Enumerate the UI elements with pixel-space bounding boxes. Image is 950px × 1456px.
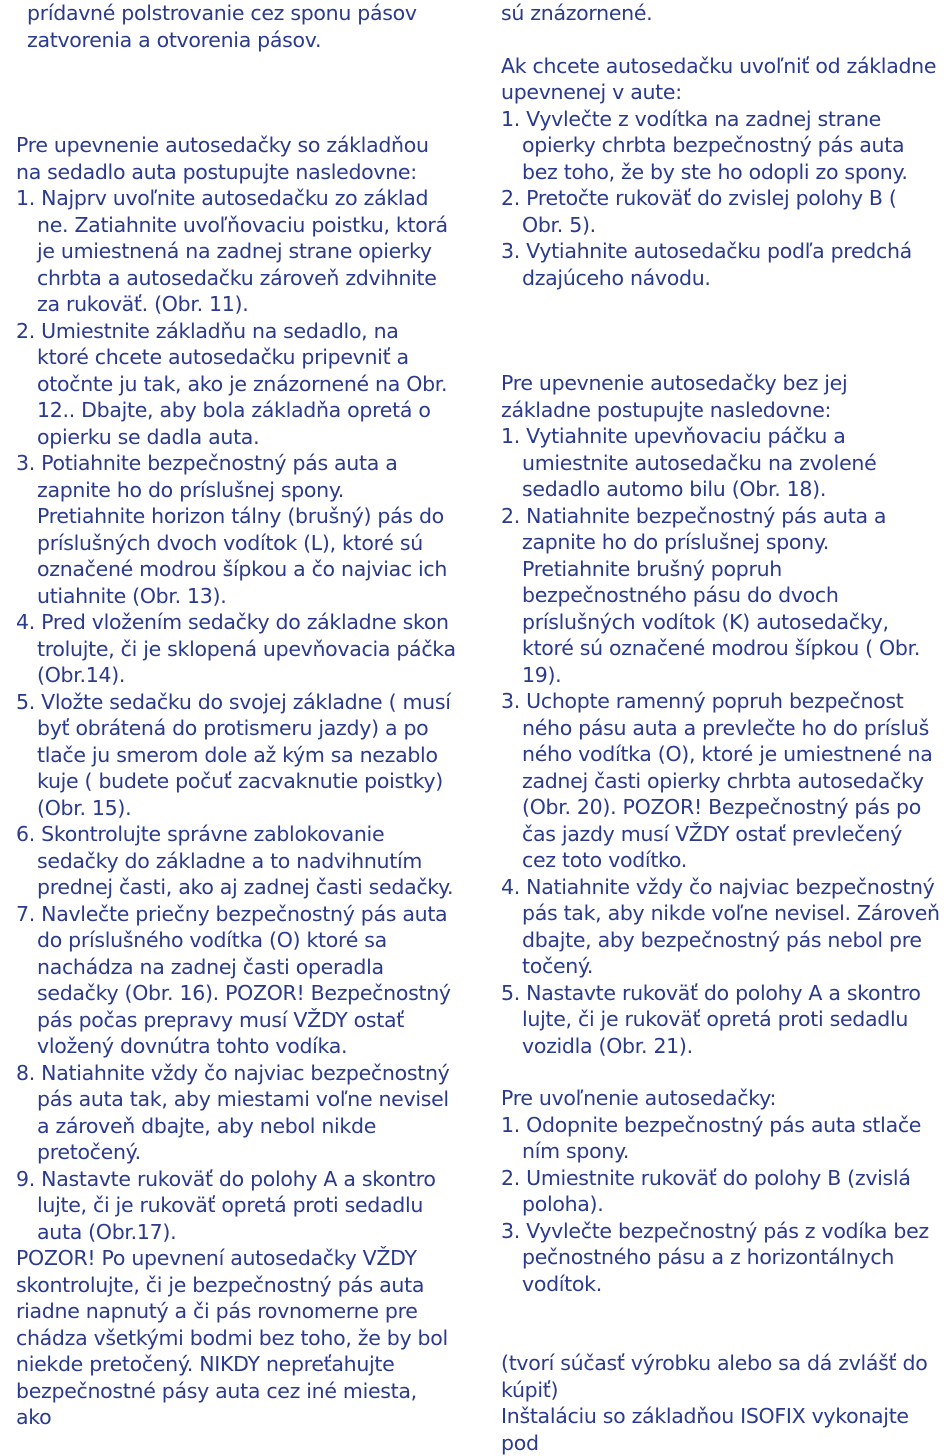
list-item: 1. Vyvlečte z vodítka na zadnej strane opierky chrbta bezpečnostný pás auta bez toho, že by ste ho odopli zo spony. (501, 106, 908, 184)
section-intro: Pre upevnenie autosedačky bez jej základne postupujte nasledovne: (501, 371, 848, 422)
list-item: 3. Vytiahnite autosedačku podľa predchá dzajúceho návodu. (501, 239, 912, 290)
section-intro: Pre upevnenie autosedačky so základňou na sedadlo auta postupujte nasledovne: (16, 133, 429, 184)
list-item: 9. Nastavte rukoväť do polohy A a skontro lujte, či je rukoväť opretá proti sedadlu auta (Obr.17). (16, 1166, 436, 1244)
list-item: 5. Nastavte rukoväť do polohy A a skontro lujte, či je rukoväť opretá proti sedadlu vozidla (Obr. 21). (501, 980, 921, 1058)
list-item: 4. Natiahnite vždy čo najviac bezpečnostný pás tak, aby nikde voľne nevisel. Zároveň dbajte, aby bezpečnostný pás nebol pre točený. (501, 874, 940, 978)
release2-steps-list (501, 1112, 941, 1298)
list-item: 2. Pretočte rukoväť do zvislej polohy B ( Obr. 5). (501, 186, 897, 237)
list-item: 2. Natiahnite bezpečnostný pás auta a zapnite ho do príslušnej spony. Pretiahnite brušný popruh bezpečnostného pásu do dvoch príslušných vodítok (K) autosedačky, ktoré sú označené modrou šípkou ( Obr. 19). (501, 503, 921, 687)
list-item: 2. Umiestnite rukoväť do polohy B (zvislá poloha). (501, 1165, 911, 1216)
list-item: 3. Vyvlečte bezpečnostný pás z vodíka bez pečnostného pásu a z horizontálnych vodítok. (501, 1218, 929, 1296)
list-item: 1. Odopnite bezpečnostný pás auta stlače ním spony. (501, 1112, 922, 1163)
list-item: 4. Pred vložením sedačky do základne skon trolujte, či je sklopená upevňovacia páčka (Obr.14). (16, 610, 456, 687)
list-item: 8. Natiahnite vždy čo najviac bezpečnostný pás auta tak, aby miestami voľne nevisel a zároveň dbajte, aby nebol nikde pretočený. (16, 1060, 450, 1164)
isofix-note: (tvorí súčasť výrobku alebo sa dá zvlášť do kúpiť) (501, 1351, 928, 1402)
list-item: 5. Vložte sedačku do svojej základne ( musí byť obrátená do protismeru jazdy) a po tlače ju smerom dole až kým sa nezablo kuje ( budete počuť zacvaknutie poistky) (Obr. 15). (16, 689, 451, 820)
continuation-text: sú znázornené. (501, 1, 653, 25)
left-column (16, 0, 456, 1431)
warning-paragraph: POZOR! Po upevnení autosedačky VŽDY skontrolujte, či je bezpečnostný pás auta riadne napnutý a či pás rovnomerne pre chádza všetkými bodmi bez toho, že by bol niekde pretočený. NIKDY nepreťahujte bezpečnostné pásy auta cez iné miesta, ako (16, 1246, 448, 1429)
release-steps-list (501, 106, 941, 292)
list-item: 1. Najprv uvoľnite autosedačku zo základ ne. Zatiahnite uvoľňovaciu poistku, ktorá je umiestnená na zadnej strane opierky chrbta a autosedačku zároveň zdvihnite za rukoväť. (Obr. 11). (16, 186, 448, 316)
list-item: 3. Uchopte ramenný popruh bezpečnost ného pásu auta a prevlečte ho do prísluš ného vodítka (O), ktoré je umiestnené na zadnej časti opierky chrbta autosedačky (Obr. 20). POZOR! Bezpečnostný pás po čas jazdy musí VŽDY ostať prevlečený cez toto vodítko. (501, 689, 933, 872)
section-intro: Ak chcete autosedačku uvoľniť od základne upevnenej v aute: (501, 53, 937, 104)
right-column (501, 0, 941, 1456)
list-item: 3. Potiahnite bezpečnostný pás auta a zapnite ho do príslušnej spony. Pretiahnite horizon tálny (brušný) pás do príslušných dvoch vodítok (L), ktoré sú označené modrou šípkou a čo najviac ich utiahnite (Obr. 13). (16, 451, 448, 608)
continuation-text: prídavné polstrovanie cez sponu pásov zatvorenia a otvorenia pásov. (27, 1, 417, 52)
list-item: 6. Skontrolujte správne zablokovanie sedačky do základne a to nadvihnutím prednej časti, ako aj zadnej časti sedačky. (16, 822, 454, 899)
list-item: 7. Navlečte priečny bezpečnostný pás auta do príslušného vodítka (O) ktoré sa nachádza na zadnej časti operadla sedačky (Obr. 16). POZOR! Bezpečnostný pás počas prepravy musí VŽDY ostať vložený dovnútra tohto vodíka. (16, 901, 451, 1058)
install-steps-list (16, 185, 456, 1245)
list-item: 2. Umiestnite základňu na sedadlo, na ktoré chcete autosedačku pripevniť a otočnte ju tak, ako je znázornené na Obr. 12.. Dbajte, aby bola základňa opretá o opierku se dadla auta. (16, 318, 448, 449)
section-intro: Pre uvoľnenie autosedačky: (501, 1086, 777, 1110)
without-base-steps-list (501, 423, 941, 1059)
list-item: 1. Vytiahnite upevňovaciu páčku a umiestnite autosedačku na zvolené sedadlo automo bilu (Obr. 18). (501, 424, 877, 501)
isofix-text: Inštaláciu so základňou ISOFIX vykonajte pod (501, 1404, 909, 1455)
